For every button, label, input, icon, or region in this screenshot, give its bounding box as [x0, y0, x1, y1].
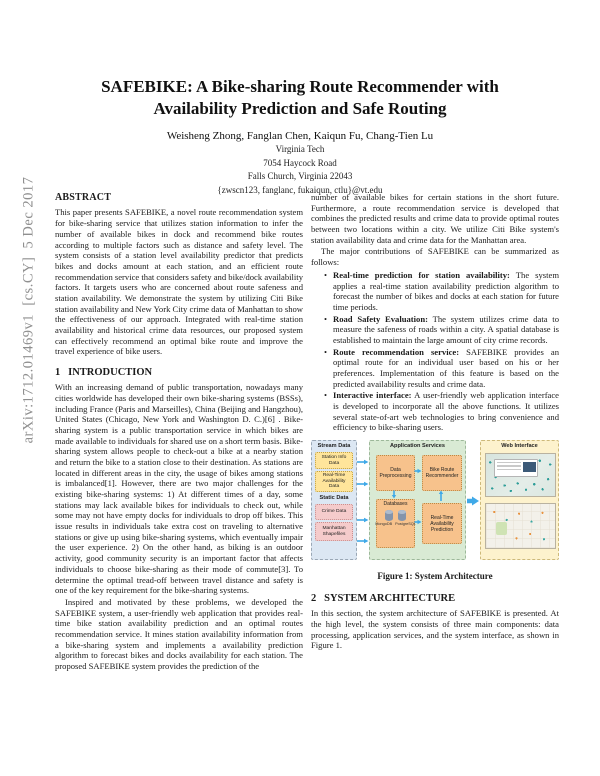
list-item	[333, 347, 559, 390]
contribution-list	[311, 270, 559, 433]
databases-box	[376, 499, 415, 548]
web-interface-panel	[480, 440, 559, 560]
system-architecture-heading: 2 SYSTEM ARCHITECTURE	[311, 593, 456, 605]
database-icons	[385, 510, 406, 521]
email-line: {zwscn123, fanglanc, fukaiqun, ctlu}@vt.edu	[217, 184, 383, 195]
right-column	[311, 192, 559, 673]
static-data-header: Static Data	[319, 495, 349, 502]
station-popup	[494, 459, 538, 477]
application-services-header: Application Services	[389, 443, 446, 450]
map-screenshot-route	[485, 503, 556, 549]
realtime-availability-data-box: Real-Time Availability Data	[315, 471, 353, 492]
contrib-paragraph-1: number of available bikes for certain stations in the short future. Furthermore, a route recommendation service is developed that combines the predicted results and crime data to provide optimal routes between two locations within a city. We utilize Citi Bike system's station availability data and crime data for the Manhattan area.	[311, 192, 559, 245]
data-preprocessing-box: Data Preprocessing	[376, 455, 415, 491]
stream-data-header: Stream Data	[317, 443, 351, 450]
bullet-text: The system utilizes crime data to measure the safeness of roads within a city. A spatial database is established to maintain the large amount of city crime records.	[333, 313, 559, 345]
bullet-text: The system applies a real-time station availability prediction algorithm to forecast the number of bikes and docks at each station for future time periods.	[333, 269, 559, 312]
address-line-2: Falls Church, Virginia 22043	[247, 171, 353, 182]
arxiv-watermark: arXiv:1712.01469v1 [cs.CY] 5 Dec 2017	[20, 176, 37, 444]
abstract-paragraph: This paper presents SAFEBIKE, a novel route recommendation system for bike-sharing service that utilizes station information to infer the number of available bikes in dock and recommend bike routes according to multiple factors such as distance and safety level. The system consists of a station level availability predictor that predicts bikes and docks amount at each station, and an efficient route recommendation service that considers safety and bike/dock availability factors. It targets users who are concerned about route safeness and station availability. We demonstrate the system by utilizing Citi Bike station availability and New York City crime data of Manhattan to show the effectiveness of our approach. Integrated with real-time station availability and historical crime data resources, our proposed system can effectively recommend an optimal bike route and improve the travel experience of bike users.	[55, 207, 303, 357]
databases-label: Databases	[383, 501, 408, 508]
bullet-lead: Real-time prediction for station availability:	[333, 269, 510, 280]
application-services-panel	[369, 440, 466, 560]
authors: Weisheng Zhong, Fanglan Chen, Kaiqun Fu, Chang-Tien Lu	[166, 129, 434, 142]
list-item	[333, 390, 559, 433]
introduction-heading: 1 INTRODUCTION	[55, 367, 153, 379]
mongodb-icon	[385, 510, 393, 521]
two-column-body	[55, 192, 559, 673]
abstract-heading: ABSTRACT	[55, 192, 112, 203]
intro-paragraph-1: With an increasing demand of public transportation, nowadays many cities worldwide has developed their own bike-sharing systems (BSSs), including France (Paris and Marseilles), China (Beijing and Hangzhou), United States (Chicago, New York and Washington D. C.)[6] . Bike-sharing system is a public transportation service in which bikes are made available to individuals for shared use on a short term basis. Bike-sharing system allows people to check-out a bike at a nearby station and return the bike to a station close to their destination. As stations are located in different areas in the city, the usage of bikes among stations is imbalanced[1]. However, there are two major challenges for the existing bike-sharing systems: 1) At different times of a day, some stations may lack available bikes for individuals to check out, while some may not have empty docks for individuals to drop off bikes. This issue results in individuals take extra cost on traveling to alternative stations or give up using bike-sharing systems, which eventually impair the user experience. 2) On the other hand, as biking is an outdoor activity, good community security is an important factor that affects individuals to choose bike-sharing as their mode of commute[3]. To determine the optimal tread-off between travel distance and safety is one of the key requirement for the bike-sharing systems.	[55, 382, 303, 596]
institution: Virginia Tech	[275, 143, 325, 154]
paper-header	[0, 76, 600, 197]
title-line-1: SAFEBIKE: A Bike-sharing Route Recommender with	[101, 77, 499, 96]
contrib-paragraph-2: The major contributions of SAFEBIKE can be summarized as follows:	[311, 246, 559, 268]
system-architecture-diagram	[311, 440, 559, 562]
intro-paragraph-2: Inspired and motivated by these problems, we developed the SAFEBIKE system, a user-friendly web application that provides real-time bike station availability prediction and an optimal routes recommendation service. It mines station availability information from a bike-sharing system and implements a availability prediction algorithm to forecast bikes and docks availability for each station. The proposed SAFEBIKE system provides the prediction of the	[55, 596, 303, 671]
bullet-lead: Road Safety Evaluation:	[333, 313, 428, 324]
bullet-text: SAFEBIKE provides an optimal route for an individual user based on his or her preferences. Implementation of this feature is based on the predicted availability results and crime data.	[333, 346, 559, 389]
title-line-2: Availability Prediction and Safe Routing	[153, 99, 447, 119]
availability-chart-thumb	[523, 462, 536, 472]
left-column	[55, 192, 303, 673]
figure-caption: Figure 1: System Architecture	[377, 571, 493, 582]
map-screenshot-availability	[485, 453, 556, 497]
manhattan-shapefiles-box: Manhattan Shapefiles	[315, 522, 353, 541]
figure-1	[311, 440, 559, 582]
station-info-data-box: Station Info Data	[315, 452, 353, 469]
paper-title	[0, 76, 600, 121]
bullet-lead: Interactive interface:	[333, 390, 412, 401]
park-patch	[496, 522, 507, 535]
list-item	[333, 314, 559, 346]
address-line-1: 7054 Haycock Road	[263, 157, 337, 168]
mongodb-label: MongoDB	[375, 522, 393, 527]
availability-prediction-box: Real-Time Availability Prediction	[422, 503, 462, 544]
system-architecture-paragraph: In this section, the system architecture of SAFEBIKE is presented. At the high level, the system consists of three main components: data processing, application services, and the system interface, as shown in Figure 1.	[311, 608, 559, 651]
data-sources-panel	[311, 440, 357, 560]
crime-data-box: Crime Data	[315, 504, 353, 520]
bullet-lead: Route recommendation service:	[333, 346, 460, 357]
list-item	[333, 270, 559, 313]
postgresql-icon	[398, 510, 406, 521]
bullet-text: A user-friendly web application interface is developed to incorporate all the above functions. It utilizes several state-of-art web technologies to bring convenience and efficiency to bike-sharing users.	[333, 390, 560, 433]
postgresql-label: PostgreSQL	[395, 522, 416, 527]
bike-route-recommender-box: Bike Route Recommender	[422, 455, 462, 491]
web-interface-header: Web Interface	[501, 443, 538, 450]
